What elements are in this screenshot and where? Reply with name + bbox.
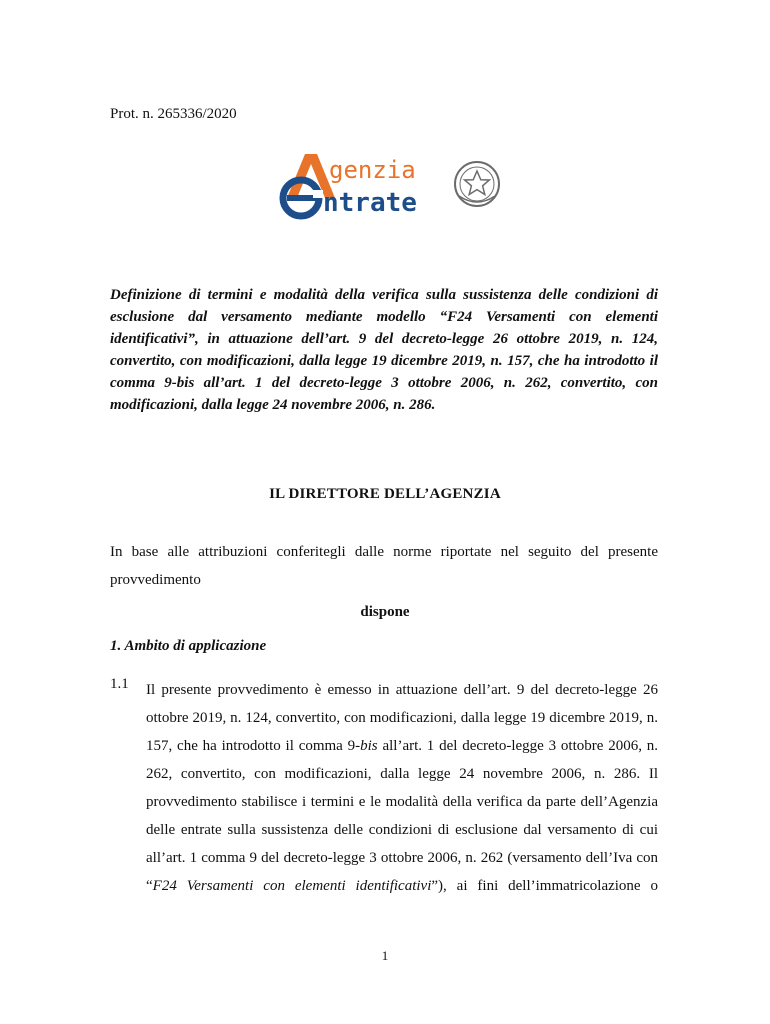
logo-line2: ntrate xyxy=(323,188,417,218)
director-heading: IL DIRETTORE DELL’AGENZIA xyxy=(269,486,501,502)
agenzia-entrate-logo xyxy=(265,150,510,220)
italian-republic-emblem-icon xyxy=(455,162,499,206)
paragraph-text-bis: bis xyxy=(360,738,378,754)
paragraph-1-1 xyxy=(146,676,658,900)
document-title: Definizione di termini e modalità della verifica sulla sussistenza delle condizioni di esclusione dal versamento mediante modello “F24 Versamenti con elementi identificativi”, in attuazione dell’art. 9 del decreto-legge 26 ottobre 2019, n. 124, convertito, con modificazioni, dalla legge 19 dicembre 2019, n. 157, che ha introdotto il comma 9-bis all’art. 1 del decreto-legge 3 ottobre 2006, n. 262, convertito, con modificazioni, dalla legge 24 novembre 2006, n. 286. xyxy=(110,287,658,413)
paragraph-text-b: all’art. 1 del decreto-legge 3 ottobre 2006, n. 262, convertito, con modificazioni, dalla legge 24 novembre 2006, n. 286. Il provvedimento stabilisce i termini e le modalità della verifica da parte dell’Agenzia delle entrate sulla sussistenza delle condizioni di esclusione dal versamento di cui all’art. 1 comma 9 del decreto-legge 3 ottobre 2006, n. 262 (versamento dell’Iva con “ xyxy=(146,738,658,894)
paragraph-text-c: ”), ai fini dell’immatricolazione o xyxy=(431,878,658,894)
intro-paragraph: In base alle attribuzioni conferitegli dalle norme riportate nel seguito del presente provvedimento xyxy=(110,544,658,588)
protocol-number: Prot. n. 265336/2020 xyxy=(110,106,237,122)
page-number: 1 xyxy=(381,948,389,963)
section-title: 1. Ambito di applicazione xyxy=(110,638,267,654)
paragraph-number: 1.1 xyxy=(110,676,129,692)
paragraph-text-a: Il presente provvedimento è emesso in attuazione dell’art. 9 del decreto-legge 26 ottobre 2019, n. 124, convertito, con modificazioni, dalla legge 19 dicembre 2019, n. 157, che ha introdotto il comma 9- xyxy=(146,682,658,754)
dispone-heading: dispone xyxy=(360,604,410,620)
paragraph-text-f24: F24 Versamenti con elementi identificativi xyxy=(152,878,432,894)
logo-line1: genzia xyxy=(329,156,416,184)
